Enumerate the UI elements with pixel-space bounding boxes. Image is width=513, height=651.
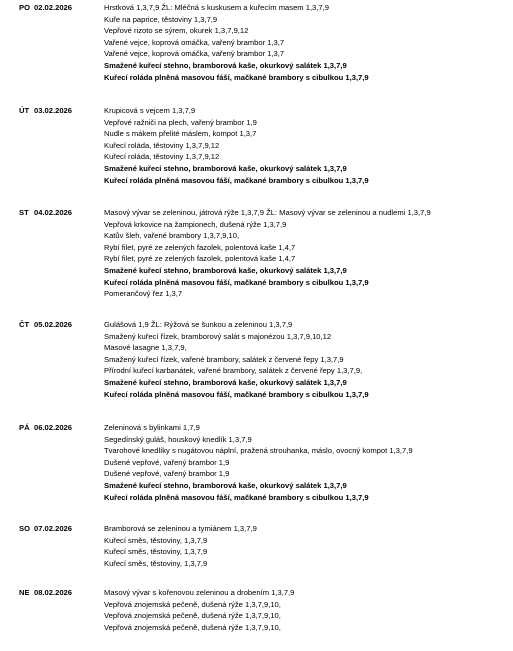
row-text: Přírodní kuřecí karbanátek, vařené brambory, salátek z červené řepy 1,3,7,9, — [104, 366, 363, 376]
row-text: Kuřecí roláda plněná masovou fáší, mačkané brambory s cibulkou 1,3,7,9 — [104, 277, 369, 287]
row-text: Dušené vepřové, vařený brambor 1,9 — [104, 457, 230, 467]
row-text: Vepřová znojemská pečeně, dušená rýže 1,3,7,9,10, — [104, 611, 281, 621]
row-text: Krupicová s vejcem 1,3,7,9 — [104, 106, 196, 115]
day-date: 03.02.2026 — [34, 106, 73, 115]
row-text: Gulášová 1,9 ŽL: Rýžová se šunkou a zeleninou 1,3,7,9 — [104, 320, 293, 329]
row-text: Kuřecí roláda plněná masovou fáší, mačkané brambory s cibulkou 1,3,7,9 — [104, 72, 369, 82]
day-date-label: SO — [19, 524, 30, 533]
day-date: 02.02.2026 — [34, 3, 73, 12]
row-text: Hrstková 1,3,7,9 ŽL: Mléčná s kuskusem a kuřecím masem 1,3,7,9 — [104, 3, 329, 12]
row-text: Dušené vepřové, vařený brambor 1,9 — [104, 469, 230, 479]
row-text: Kuřecí směs, těstoviny, 1,3,7,9 — [104, 558, 208, 568]
row-text: Kuřecí roláda plněná masovou fáší, mačkané brambory s cibulkou 1,3,7,9 — [104, 389, 369, 399]
row-text: Smažené kuřecí stehno, bramborová kaše, okurkový salátek 1,3,7,9 — [104, 61, 347, 70]
row-text: Nudle s mákem přelité máslem, kompot 1,3,7 — [104, 129, 257, 139]
row-text: Rybí filet, pyré ze zelených fazolek, polentová kaše 1,4,7 — [104, 254, 296, 264]
row-text: Smažené kuřecí stehno, bramborová kaše, okurkový salátek 1,3,7,9 — [104, 164, 347, 173]
row-text: Masové lasagne 1,3,7,9, — [104, 343, 187, 353]
row-text: Kuřecí směs, těstoviny, 1,3,7,9 — [104, 547, 208, 557]
row-text: Tvarohové knedlíky s nugátovou náplní, pražená strouhanka, máslo, ovocný kompot 1,3,7,9 — [104, 446, 413, 456]
row-text: Smažené kuřecí stehno, bramborová kaše, okurkový salátek 1,3,7,9 — [104, 378, 347, 387]
day-date-label: ÚT — [19, 106, 30, 115]
row-text: Smažený kuřecí řízek, vařené brambory, salátek z červené řepy 1,3,7,9 — [104, 354, 344, 364]
row-text: Vařené vejce, koprová omáčka, vařený brambor 1,3,7 — [104, 37, 285, 47]
row-text: Masový vývar s kořenovou zeleninou a drobením 1,3,7,9 — [104, 588, 295, 597]
row-text: Smažené kuřecí stehno, bramborová kaše, okurkový salátek 1,3,7,9 — [104, 266, 347, 275]
row-text: Kuřecí směs, těstoviny, 1,3,7,9 — [104, 535, 208, 545]
row-text: Kuřecí roláda plněná masovou fáší, mačkané brambory s cibulkou 1,3,7,9 — [104, 175, 369, 185]
row-text: Zeleninová s bylinkami 1,7,9 — [104, 423, 200, 432]
day-date-label: ČT — [19, 320, 30, 329]
day-date-label: PO — [19, 3, 30, 12]
row-text: Katův šleh, vařené brambory 1,3,7,9,10, — [104, 231, 240, 241]
row-text: Bramborová se zeleninou a tymiánem 1,3,7,9 — [104, 524, 257, 533]
row-text: Vepřové ražniči na plech, vařený brambor 1,9 — [104, 117, 257, 127]
day-date: 05.02.2026 — [34, 320, 73, 329]
row-text: Smažené kuřecí stehno, bramborová kaše, okurkový salátek 1,3,7,9 — [104, 481, 347, 490]
row-text: Vařené vejce, koprová omáčka, vařený brambor 1,3,7 — [104, 49, 285, 59]
day-date-label: NE — [19, 588, 30, 597]
row-text: Kuře na paprice, těstoviny 1,3,7,9 — [104, 14, 218, 24]
row-text: Kuřecí roláda, těstoviny 1,3,7,9,12 — [104, 140, 220, 150]
day-date-label: PÁ — [19, 423, 30, 432]
row-text: Rybí filet, pyré ze zelených fazolek, polentová kaše 1,4,7 — [104, 242, 296, 252]
row-text: Vepřové rizoto se sýrem, okurek 1,3,7,9,12 — [104, 26, 249, 36]
row-text: Pomerančový řez 1,3,7 — [104, 289, 183, 299]
row-text: Vepřová znojemská pečeně, dušená rýže 1,3,7,9,10, — [104, 622, 281, 632]
row-text: Segedínský guláš, houskový knedlík 1,3,7,9 — [104, 434, 252, 444]
day-date: 08.02.2026 — [34, 588, 73, 597]
row-text: Kuřecí roláda, těstoviny 1,3,7,9,12 — [104, 152, 220, 162]
row-text: Kuřecí roláda plněná masovou fáší, mačkané brambory s cibulkou 1,3,7,9 — [104, 492, 369, 502]
day-date: 04.02.2026 — [34, 208, 73, 217]
day-date: 06.02.2026 — [34, 423, 73, 432]
row-text: Vepřová krkovice na žampionech, dušená rýže 1,3,7,9 — [104, 219, 287, 229]
row-text: Vepřová znojemská pečeně, dušená rýže 1,3,7,9,10, — [104, 599, 281, 609]
row-text: Masový vývar se zeleninou, játrová rýže 1,3,7,9 ŽL: Masový vývar se zeleninou a nudlemi 1,3,7,9 — [104, 208, 431, 217]
day-date: 07.02.2026 — [34, 524, 73, 533]
day-date-label: ST — [19, 208, 29, 217]
row-text: Smažený kuřecí řízek, bramborový salát s majonézou 1,3,7,9,10,12 — [104, 331, 332, 341]
